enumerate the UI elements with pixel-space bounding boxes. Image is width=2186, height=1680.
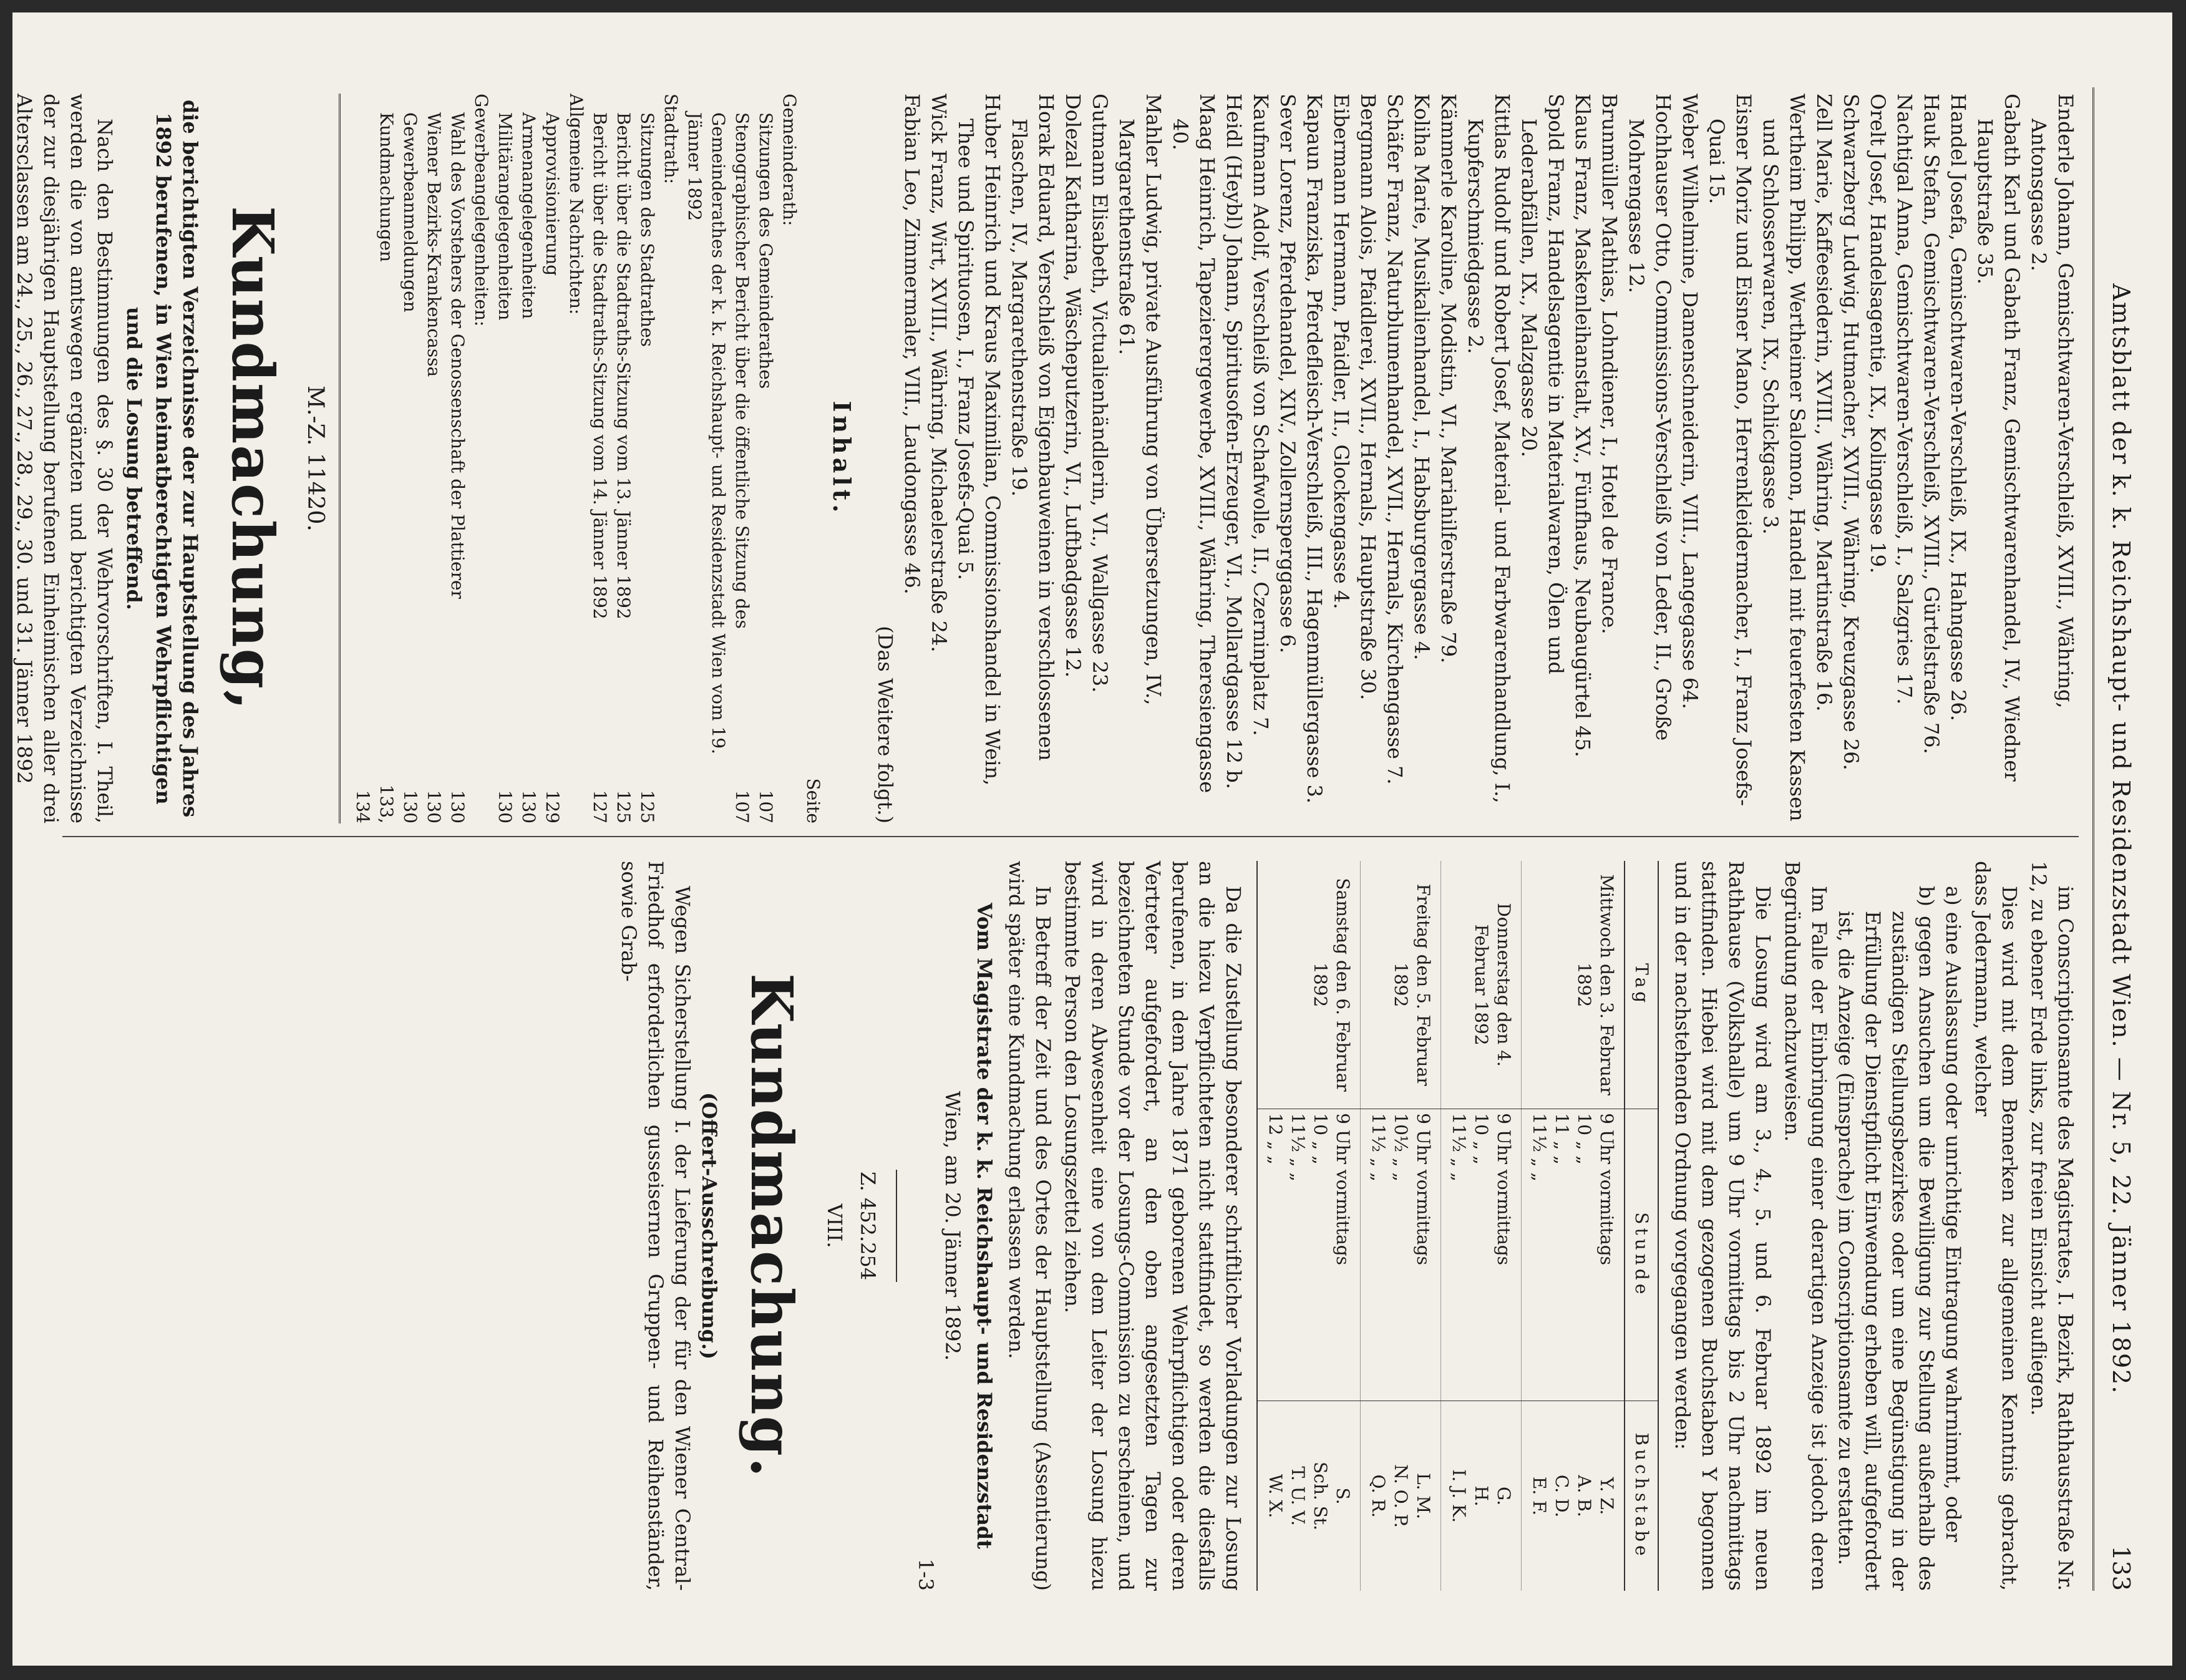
paragraph-a: im Conscriptionsamte des Magistrates, I. Bezirk, Rathhausstraße Nr. 12, zu ebener Erde links, zur freien Einsicht aufliegen. <box>2027 861 2077 1591</box>
toc-page: 130 <box>495 790 515 823</box>
list-item: Schäfer Franz, Naturblumenhandel, XVII., Hernals, Kirchengasse 7. <box>1383 94 1407 785</box>
list-item: Dolezal Katharina, Wäscheputzerin, VI., Luftbadgasse 12. <box>1061 94 1085 678</box>
list-item: Koliha Marie, Musikalienhandel, I., Habsburgergasse 4. <box>1410 94 1434 661</box>
hour-line: 11½ „ „ <box>1529 1113 1550 1182</box>
separator <box>896 1170 897 1282</box>
toc-text: Militärangelegenheiten <box>495 112 515 321</box>
letters-cell <box>1441 1401 1522 1591</box>
toc-row <box>540 94 564 823</box>
letter-line: Sch. St. <box>1310 1462 1331 1531</box>
letter-line: I. J. K. <box>1449 1469 1469 1523</box>
toc-page <box>659 774 683 823</box>
toc-page: 130 <box>518 790 539 823</box>
losung-schedule-table <box>1256 861 1659 1591</box>
letters-cell <box>1361 1401 1441 1591</box>
heading-kundmachung-2: Kundmachung. <box>738 973 805 1479</box>
hour-line: 10½ „ „ <box>1391 1113 1411 1182</box>
toc-row <box>422 94 445 823</box>
letter-line: Q. R. <box>1368 1474 1389 1518</box>
toc-row <box>635 94 659 823</box>
toc-page: 130 <box>447 790 468 823</box>
right-column <box>613 861 2079 1591</box>
subheading-2: (Offert-Ausschreibung.) <box>697 1092 721 1360</box>
paragraph-d: Die Losung wird am 3., 4., 5. und 6. Februar 1892 im neuen Rathhause (Volkshalle) um 9 Uhr vormittags bis 2 Uhr nachmittags stattfinden. Hiebei wird mit dem gezogenen Buchstaben Y begonnen und in der nachstehenden Ordnung vorgegangen werden: <box>1671 861 1775 1591</box>
hour-line: 11½ „ „ <box>1288 1113 1308 1182</box>
toc-text: Kundmachungen <box>376 112 397 262</box>
hour-line: 11½ „ „ <box>1449 1113 1469 1182</box>
list-item: Klaus Franz, Maskenleihanstalt, XV., Fünfhaus, Neubaugürtel 45. <box>1571 94 1595 757</box>
left-column <box>8 94 2079 823</box>
list-item: Gabath Karl und Gabath Franz, Gemischtwarenhandel, IV., Wiedner Hauptstraße 35. <box>1973 94 2024 782</box>
toc-text: Approvisionierung <box>542 112 563 276</box>
list-item: Sever Lorenz, Pferdehandel, XIV., Zollernsperggasse 6. <box>1276 94 1299 654</box>
hour-line: 9 Uhr vormittags <box>1596 1113 1617 1265</box>
toc-page: 125 <box>637 790 658 823</box>
hour-line: 9 Uhr vormittags <box>1413 1113 1434 1265</box>
table-row <box>1361 861 1441 1591</box>
toc-text: Allgemeine Nachrichten: <box>566 94 586 315</box>
letter-line: S. <box>1333 1487 1353 1505</box>
list-item: Bergmann Alois, Pfaidlerei, XVII., Hernals, Hauptstraße 30. <box>1356 94 1380 701</box>
list-item: Gutmann Elisabeth, Victualienhändlerin, VI., Wallgasse 23. <box>1088 94 1112 693</box>
toc-page: 133, 134 <box>352 784 397 823</box>
letter-line: G. <box>1494 1487 1514 1506</box>
item-b: b) gegen Ansuchen um die Bewilligung zur Stellung außerhalb des zuständigen Stellungsbezirkes oder um eine Begünstigung in der Erfüllung der Dienstpflicht Einwendung erheben will, aufgefordert ist, die Anzeige (Einsprache) im Conscriptionsamte zu erstatten. <box>1834 886 1938 1591</box>
letter-line: A. B. <box>1574 1475 1595 1517</box>
column-divider <box>62 836 2079 837</box>
toc-row <box>611 94 635 823</box>
toc-page <box>469 774 493 823</box>
list-item: Mahler Ludwig, private Ausführung von Übersetzungen, IV., Margarethenstraße 61. <box>1115 94 1165 706</box>
toc-page: 127 <box>590 790 610 823</box>
toc-row <box>588 94 611 823</box>
list-item: Eibermann Hermann, Pfaidler, II., Glockengasse 4. <box>1329 94 1353 609</box>
subheading-1b: und die Losung betreffend. <box>122 306 146 611</box>
list-item: Hauk Stefan, Gemischtwaren-Verschleiß, XVIII., Gürtelstraße 76. <box>1920 94 1943 754</box>
list-item: Spold Franz, Handelsagentie in Materialwaren, Ölen und Lederabfällen, IX., Malzgasse 20. <box>1517 94 1568 674</box>
hour-line: 11 „ „ <box>1552 1113 1572 1165</box>
page-header <box>2097 87 2135 1591</box>
hour-line: 10 „ „ <box>1471 1113 1492 1165</box>
toc-text: Wiener Bezirks-Krankencassa <box>424 112 444 377</box>
document-number-2: Z. 452.254 <box>856 1171 880 1281</box>
subheading-1a: die berichtigten Verzeichnisse der zur Hauptstellung des Jahres 1892 berufenen, in Wien heimatberechtigten Wehrpflichtigen <box>152 99 202 818</box>
toc-text: Bericht über die Stadtraths-Sitzung vom 14. Jänner 1892 <box>590 112 610 619</box>
hours-cell <box>1441 1109 1522 1401</box>
toc-page: 129 <box>542 790 563 823</box>
table-row <box>1522 861 1625 1591</box>
paragraph-c: Im Falle der Einbringung einer derartigen Anzeige ist jedoch deren Begründung nachzuweisen. <box>1780 861 1831 1591</box>
toc-text: Armenangelegenheiten <box>518 112 539 319</box>
list-item: Kaufmann Adolf, Verschleiß von Schafwolle, II., Czerninplatz 7. <box>1249 94 1273 736</box>
toc-page-label: Seite <box>803 778 823 823</box>
list-item: Orelt Josef, Handelsagentie, IX., Kolingasse 19. <box>1866 94 1890 574</box>
hours-cell <box>1361 1109 1441 1401</box>
letter-line: T. U. V. <box>1288 1466 1308 1526</box>
header-title: Amtsblatt der k. k. Reichshaupt- und Residenzstadt Wien. — Nr. 5, 22. Jänner 1892. <box>2107 283 2135 1395</box>
toc-text: Wahl des Vorstehers der Genossenschaft der Plattierer <box>447 112 468 599</box>
paragraph-f: In Betreff der Zeit und des Ortes der Hauptstellung (Assentierung) wird später eine Kundmachung erlassen werden. <box>1004 861 1055 1591</box>
toc-text: Bericht über die Stadtraths-Sitzung vom 13. Jänner 1892 <box>613 112 634 619</box>
list-item: Heidl (Heybl) Johann, Spiritusofen-Erzeuger, VI., Mollardgasse 12 b. <box>1222 94 1246 789</box>
toc-row <box>517 94 540 823</box>
toc-row <box>754 94 777 823</box>
date-line: Wien, am 20. Jänner 1892. <box>941 1090 964 1361</box>
table-row <box>1257 861 1361 1591</box>
toc-text: Stenographischer Bericht über die öffentliche Sitzung des Gemeinderathes der k. k. Reichshaupt- und Residenzstadt Wien vom 19. Jänner 1892 <box>684 112 752 754</box>
list-item: Schwarzberg Ludwig, Hutmacher, XVIII., Währing, Kreuzgasse 26. <box>1839 94 1863 770</box>
letter-line: N. O. P. <box>1391 1464 1411 1528</box>
hour-line: 12 „ „ <box>1265 1113 1286 1165</box>
hour-line: 10 „ „ <box>1310 1113 1331 1165</box>
paragraph-e: Da die Zustellung besonderer schriftlicher Vorladungen zur Losung an die hiezu Verpflichteten nicht stattfindet, so werden die diesfalls berufenen, in dem Jahre 1871 geborenen Wehrpflichtigen oder deren Vertreter aufgefordert, an den oben angesetzten Tagen zur bezeichneten Stunde vor der Losungs-Commission zu erscheinen, und wird in deren Abwesenheit eine von dem Leiter der Losung hiezu bestimmte Person den Losungszettel ziehen. <box>1061 861 1245 1591</box>
list-item: Fabian Leo, Zimmermaler, VIII., Laudongasse 46. <box>900 94 924 595</box>
toc-page: 130 <box>400 790 420 823</box>
col-header-buchstabe: Buchstabe <box>1625 1401 1658 1591</box>
letter-line: E. F. <box>1529 1477 1550 1516</box>
paragraph-g: Wegen Sicherstellung I. der Lieferung der für den Wiener Central-Friedhof erforderlichen gusseisernen Gruppen- und Reihenständer, sowie Grab- <box>617 861 694 1591</box>
toc-page: 125 <box>613 790 634 823</box>
toc-page <box>777 774 801 823</box>
toc-row <box>777 94 801 823</box>
document-number: M.-Z. 11420. <box>303 386 328 532</box>
toc-list <box>351 94 801 823</box>
letter-line: Y. Z. <box>1596 1477 1617 1515</box>
reference-number: 1-3 <box>914 1558 938 1591</box>
page-number: 133 <box>2107 1545 2135 1591</box>
hour-line: 10 „ „ <box>1574 1113 1595 1165</box>
toc-page: 130 <box>424 790 444 823</box>
heading-kundmachung-1: Kundmachung, <box>219 205 286 712</box>
toc-title: Inhalt. <box>828 401 856 517</box>
toc-row <box>351 94 398 823</box>
list-item: Nachtigal Anna, Gemischtwaren-Verschleiß, I., Salzgries 17. <box>1893 94 1916 705</box>
continued-note: (Das Weitere folgt.) <box>873 626 897 823</box>
toc-row <box>398 94 422 823</box>
toc-text: Gemeinderath: <box>779 94 800 226</box>
list-item: Wertheim Philipp, Wertheimer Salomon, Handel mit feuerfesten Kassen und Schlosserwaren, IX., Schlickgasse 3. <box>1759 94 1809 822</box>
toc-page: 107 <box>755 790 776 823</box>
toc-text: Gewerbeangelegenheiten: <box>471 94 492 327</box>
letters-cell <box>1522 1401 1625 1591</box>
list-item: Zell Marie, Kaffeesiederin, XVIII., Währing, Martinstraße 16. <box>1812 94 1836 712</box>
col-header-tag: Tag <box>1625 861 1658 1109</box>
toc-text: Gewerbeanmeldungen <box>400 112 420 313</box>
toc-row <box>445 94 469 823</box>
list-item: Wick Franz, Wirt, XVIII., Währing, Michaelerstraße 24. <box>927 94 951 653</box>
list-item: Handel Josefa, Gemischtwaren-Verschleiß, IX., Hahngasse 26. <box>1946 94 1970 721</box>
header-rule <box>2092 87 2094 1591</box>
letter-line: H. <box>1471 1485 1492 1507</box>
toc-row <box>659 94 683 823</box>
day-cell: Freitag den 5. Februar 1892 <box>1361 861 1441 1109</box>
letter-line: W. X. <box>1265 1474 1286 1518</box>
list-item: Maag Heinrich, Tapezierergewerbe, XVIII., Währing, Theresiengasse 40. <box>1168 94 1219 794</box>
toc-rule <box>339 94 341 823</box>
hour-line: 11½ „ „ <box>1368 1113 1389 1182</box>
letter-line: C. D. <box>1552 1474 1572 1518</box>
hour-line: 9 Uhr vormittags <box>1333 1113 1353 1265</box>
hours-cell <box>1522 1109 1625 1401</box>
list-item: Huber Heinrich und Kraus Maximilian, Commissionshandel in Wein, Thee und Spirituosen, I., Franz Josefs-Quai 5. <box>954 94 1004 786</box>
letter-line: L. M. <box>1413 1473 1434 1520</box>
hour-line: 9 Uhr vormittags <box>1494 1113 1514 1265</box>
day-cell: Donnerstag den 4. Februar 1892 <box>1441 861 1522 1109</box>
day-cell: Mittwoch den 3. Februar 1892 <box>1522 861 1625 1109</box>
toc-page <box>564 774 588 823</box>
toc-page: 107 <box>732 790 752 823</box>
toc-row <box>493 94 517 823</box>
paragraph-1: Nach den Bestimmungen des §. 30 der Wehrvorschriften, I. Theil, werden die von amtswegen ergänzten und berichtigten Verzeichnisse der zur diesjährigen Hauptstellung berufenen Einheimischen aller drei Altersclassen am 24., 25., 26., 27., 28., 29., 30. und 31. Jänner 1892 <box>12 94 117 823</box>
toc-text: Stadtrath: <box>661 94 681 185</box>
rotated-page <box>12 12 2172 1666</box>
document-department: VIII. <box>823 1203 847 1248</box>
toc-row <box>469 94 493 823</box>
toc-row <box>683 94 754 823</box>
col-header-stunde: Stunde <box>1625 1109 1658 1401</box>
list-item: Horak Eduard, Verschleiß von Eigenbauweinen in verschlossenen Flaschen, IV., Margarethenstraße 19. <box>1008 94 1058 761</box>
signature: Vom Magistrate der k. k. Reichshaupt- und Residenzstadt <box>973 903 996 1549</box>
list-item: Kapaun Franziska, Pferdefleisch-Verschleiß, III., Hagenmüllergasse 3. <box>1303 94 1326 804</box>
entry-list <box>898 94 2079 823</box>
toc-text: Sitzungen des Gemeinderathes <box>755 112 776 389</box>
table-row <box>1441 861 1522 1591</box>
list-item: Weber Wilhelmine, Damenschneiderin, VIII., Langegasse 64. <box>1678 94 1702 709</box>
hours-cell <box>1257 1109 1361 1401</box>
day-cell: Samstag den 6. Februar 1892 <box>1257 861 1361 1109</box>
page-sheet <box>12 12 2172 1666</box>
list-item: Kittlas Rudolf und Robert Josef, Material- und Farbwarenhandlung, I., Kupferschmiedgasse 2. <box>1464 94 1514 804</box>
list-item: Eisner Moriz und Eisner Mano, Herrenkleidermacher, I., Franz Josefs-Quai 15. <box>1705 94 1756 807</box>
list-item: Enderle Johann, Gemischtwaren-Verschleiß, XVIII., Währing, Antonsgasse 2. <box>2027 94 2077 709</box>
letters-cell <box>1257 1401 1361 1591</box>
paragraph-b: Dies wird mit dem Bemerken zur allgemeinen Kenntnis gebracht, dass Jedermann, welcher <box>1971 861 2021 1591</box>
list-item: Kämmerle Karoline, Modistin, VI., Mariahilferstraße 79. <box>1437 94 1460 664</box>
item-a: a) eine Auslassung oder unrichtige Eintragung wahrnimmt, oder <box>1941 886 1965 1542</box>
toc-text: Sitzungen des Stadtrathes <box>637 112 658 347</box>
list-item: Brunmüller Mathias, Lohndiener, I., Hotel de France. <box>1598 94 1621 634</box>
list-item: Hochhauser Otto, Commissions-Verschleiß von Leder, II., Große Mohrengasse 12. <box>1625 94 1675 741</box>
toc-row <box>564 94 588 823</box>
